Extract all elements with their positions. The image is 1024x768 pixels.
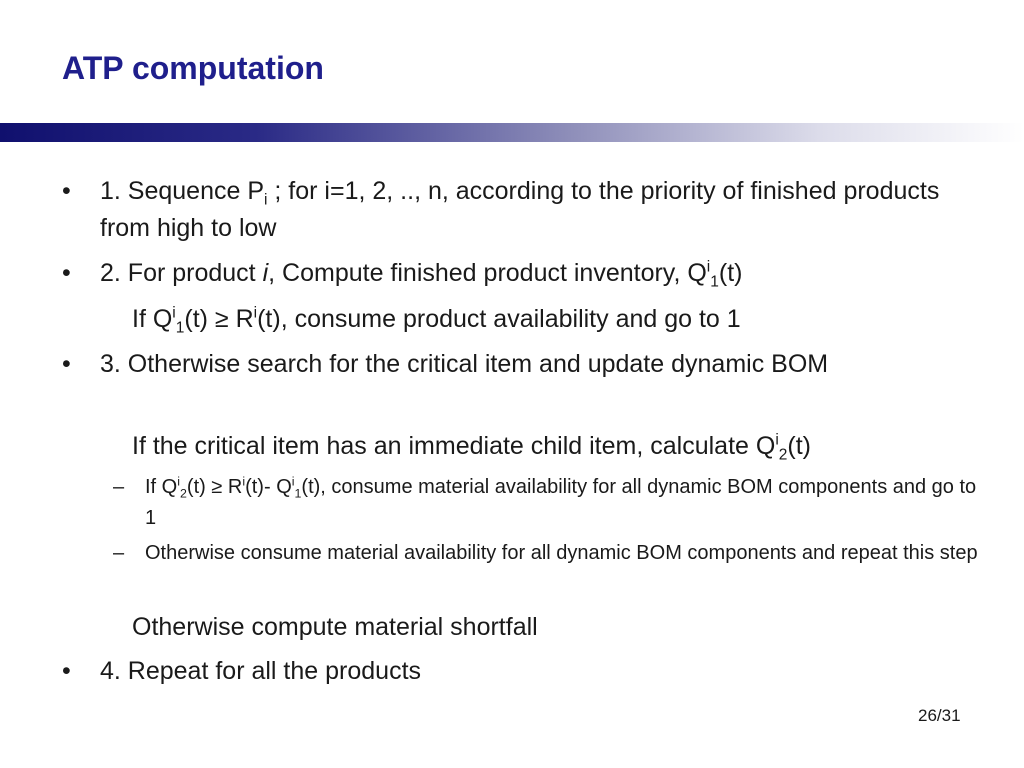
title-underline-bar xyxy=(0,123,1024,142)
bullet-glyph: • xyxy=(62,177,71,205)
indented-line-critical-item: If the critical item has an immediate child item, calculate $Q^i_2(t)$ xyxy=(132,431,811,464)
page-number: 26/31 xyxy=(918,706,961,725)
bullet-item-1-text: 1. Sequence $P_i$ ; for i=1, 2, .., n, according to the priority of finished products from high to low xyxy=(100,177,940,242)
bullet-item-2-text: 2. For product i, Compute finished product inventory, $Q^i_1(t)$ xyxy=(100,258,743,291)
sub-bullet-item-1-text: If $Q^i_2(t) \ge R^i(t)-$ $Q^i_1(t)$, consume material availability for all dynamic BOM components and go to 1 xyxy=(145,474,977,529)
bullet-glyph: • xyxy=(62,657,71,685)
slide-title: ATP computation xyxy=(62,50,324,86)
sub-bullet-item-2-text: Otherwise consume material availability for all dynamic BOM components and repeat this step xyxy=(145,542,978,564)
bullet-glyph: • xyxy=(62,350,71,378)
bullet-glyph: • xyxy=(62,259,71,287)
dash-glyph: – xyxy=(113,542,125,564)
bullet-item-4-text: 4. Repeat for all the products xyxy=(100,657,422,685)
indented-line-shortfall: Otherwise compute material shortfall xyxy=(132,613,538,641)
indented-line-if-q1: If $Q^i_1(t) \ge R^i(t)$, consume product availability and go to 1 xyxy=(132,304,741,337)
bullet-item-3-text: 3. Otherwise search for the critical item and update dynamic BOM xyxy=(100,350,829,378)
dash-glyph: – xyxy=(113,476,125,498)
